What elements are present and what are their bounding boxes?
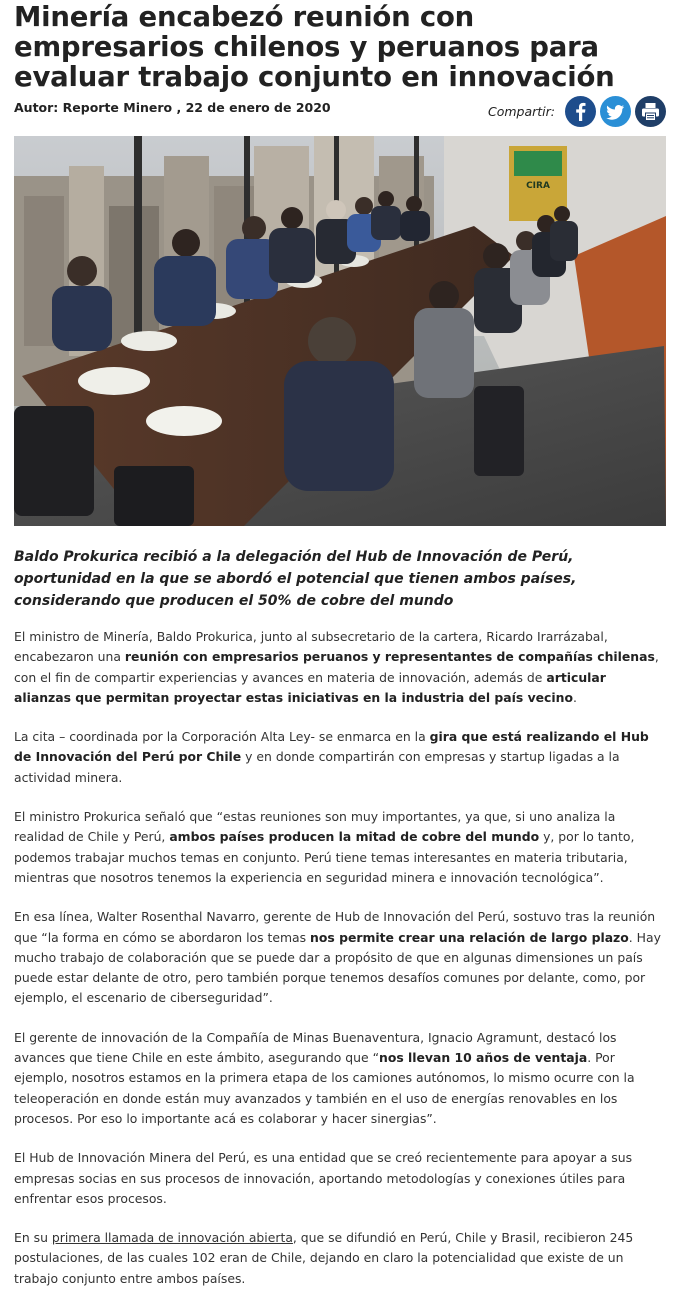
article-title: Minería encabezó reunión con empresarios chilenos y peruanos para evaluar trabajo conjunto en innovación [14, 1, 615, 93]
paragraph [14, 1148, 662, 1209]
facebook-share-button[interactable] [565, 96, 596, 127]
text-segment: En su [14, 1230, 52, 1246]
text-segment: El Hub de Innovación Minera del Perú, es una entidad que se creó recientemente para apoyar a sus empresas socias en sus procesos de innovación, aportando metodologías y conexiones útiles para enfrentar esos procesos. [14, 1150, 633, 1206]
article-meta [14, 96, 666, 134]
text-segment: , con el fin de compartir experiencias y avances en materia de innovación, además de [14, 649, 659, 685]
facebook-icon [565, 96, 596, 127]
bold-segment: articular alianzas que permitan proyectar estas iniciativas en la industria del país vecino [14, 669, 606, 705]
author-line: Autor: Reporte Minero , 22 de enero de 2020 [14, 100, 331, 115]
text-segment: y en donde compartirán con empresas y startup ligadas a la actividad minera. [14, 749, 620, 785]
paragraph [14, 627, 662, 708]
paragraph [14, 727, 662, 788]
share-bar [488, 96, 666, 127]
bold-segment: reunión con empresarios peruanos y representantes de compañías chilenas [124, 649, 655, 665]
bold-segment: ambos países producen la mitad de cobre del mundo [169, 829, 540, 845]
twitter-icon [600, 96, 631, 127]
paragraph [14, 1028, 662, 1129]
text-segment: En esa línea, Walter Rosenthal Navarro, gerente de Hub de Innovación del Perú, sostuvo tras la reunión que “la forma en cómo se abordaron los temas [14, 909, 656, 945]
article-lead: Baldo Prokurica recibió a la delegación del Hub de Innovación de Perú, oportunidad en la que se abordó el potencial que tienen ambos países, considerando que producen el 50% de cobre del mundo [14, 549, 577, 609]
bold-segment: nos permite crear una relación de largo plazo [310, 929, 629, 945]
open-innovation-call-link[interactable]: primera llamada de innovación abierta [51, 1230, 293, 1246]
text-segment: El ministro Prokurica señaló que “estas reuniones son muy importantes, ya que, si uno analiza la realidad de Chile y Perú, [14, 809, 616, 845]
paragraph [14, 807, 662, 888]
text-segment: . Hay mucho trabajo de colaboración que se puede dar a propósito de que en algunas dimensiones un país puede estar delante de otro, pero también porque tenemos desafíos comunes por delante, como, por ejemplo, el escenario de ciberseguridad”. [14, 929, 661, 1006]
text-segment: La cita – coordinada por la Corporación Alta Ley- se enmarca en la [14, 729, 430, 745]
text-segment: , que se difundió en Perú, Chile y Brasil, recibieron 245 postulaciones, de las cuales 102 eran de Chile, dejando en claro la potencialidad que existe de un trabajo conjunto entre ambos países. [14, 1230, 634, 1286]
bold-segment: nos llevan 10 años de ventaja [379, 1050, 588, 1066]
text-segment: y, por lo tanto, podemos trabajar muchos temas en conjunto. Perú tiene temas interesantes en materia tributaria, mientras que nosotros tenemos la experiencia en seguridad minera e innovación tecnológica”. [14, 829, 635, 885]
bold-segment: gira que está realizando el Hub de Innovación del Perú por Chile [14, 729, 649, 765]
paragraph [14, 1228, 662, 1289]
text-segment: El gerente de innovación de la Compañía de Minas Buenaventura, Ignacio Agramunt, destacó los avances que tiene Chile en este ámbito, asegurando que “ [14, 1029, 617, 1066]
print-button[interactable] [635, 96, 666, 127]
text-segment: . [572, 689, 577, 705]
share-label: Compartir: [487, 104, 555, 119]
photo-sign-text: CIRA [526, 181, 550, 191]
text-segment: El ministro de Minería, Baldo Prokurica, junto al subsecretario de la cartera, Ricardo Irarrázabal, encabezaron una [14, 629, 608, 665]
paragraph [14, 907, 662, 1008]
article-body [14, 627, 662, 1308]
text-segment: . Por ejemplo, nosotros estamos en la primera etapa de los camiones autónomos, lo mismo ocurre con la teleoperación en donde están muy avanzados y también en el uso de energías renovables en los procesos. Por eso lo importante acá es colaborar y hacer sinergias”. [14, 1050, 635, 1126]
print-icon [635, 96, 666, 127]
twitter-share-button[interactable] [600, 96, 631, 127]
article-photo [14, 136, 666, 526]
